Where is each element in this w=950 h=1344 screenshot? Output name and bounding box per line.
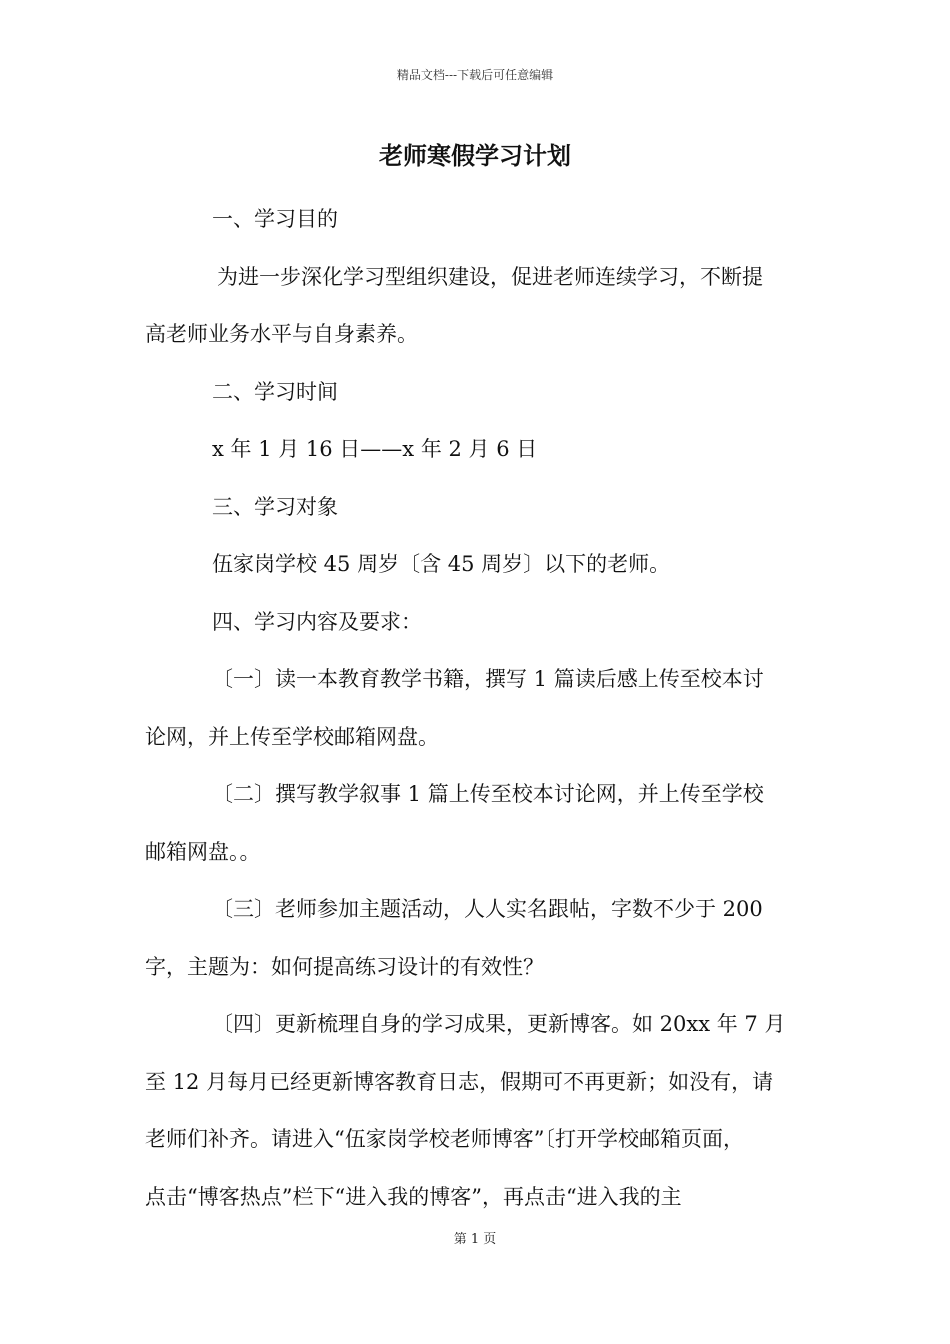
paragraph-line: 点击“博客热点”栏下“进入我的博客”，再点击“进入我的主: [145, 1184, 682, 1209]
paragraph-line: 老师们补齐。请进入“伍家岗学校老师博客”〔打开学校邮箱页面，: [145, 1127, 744, 1151]
section-heading-content: 四、学习内容及要求：: [212, 609, 422, 634]
paragraph-line: 伍家岗学校 45 周岁〔含 45 周岁〕以下的老师。: [212, 552, 671, 576]
paragraph-line: x 年 1 月 16 日——x 年 2 月 6 日: [212, 437, 538, 461]
paragraph-line: 论网，并上传至学校邮箱网盘。: [145, 724, 439, 749]
document-title: 老师寒假学习计划: [379, 141, 571, 170]
paragraph-line: 〔四〕更新梳理自身的学习成果，更新博客。如 20xx 年 7 月: [212, 1012, 786, 1036]
header-note: 精品文档---下载后可任意编辑: [396, 68, 554, 82]
paragraph-line: 〔三〕老师参加主题活动，人人实名跟帖，字数不少于 200: [212, 897, 763, 921]
section-heading-time: 二、学习时间: [212, 379, 338, 404]
section-heading-audience: 三、学习对象: [212, 494, 338, 519]
paragraph-line: 高老师业务水平与自身素养。: [145, 322, 418, 346]
page-number: 第 1 页: [453, 1232, 497, 1247]
paragraph-line: 〔二〕撰写教学叙事 1 篇上传至校本讨论网，并上传至学校: [212, 782, 764, 806]
document-body: [145, 191, 810, 1226]
paragraph-line: 邮箱网盘。。: [145, 839, 261, 864]
paragraph-line: 字，主题为：如何提高练习设计的有效性？: [145, 954, 544, 979]
paragraph-line: 为进一步深化学习型组织建设，促进老师连续学习，不断提: [217, 264, 763, 289]
paragraph-line: 至 12 月每月已经更新博客教育日志，假期可不再更新；如没有，请: [145, 1069, 774, 1094]
section-heading-purpose: 一、学习目的: [212, 207, 338, 231]
paragraph-line: 〔一〕读一本教育教学书籍，撰写 1 篇读后感上传至校本讨: [212, 667, 764, 691]
